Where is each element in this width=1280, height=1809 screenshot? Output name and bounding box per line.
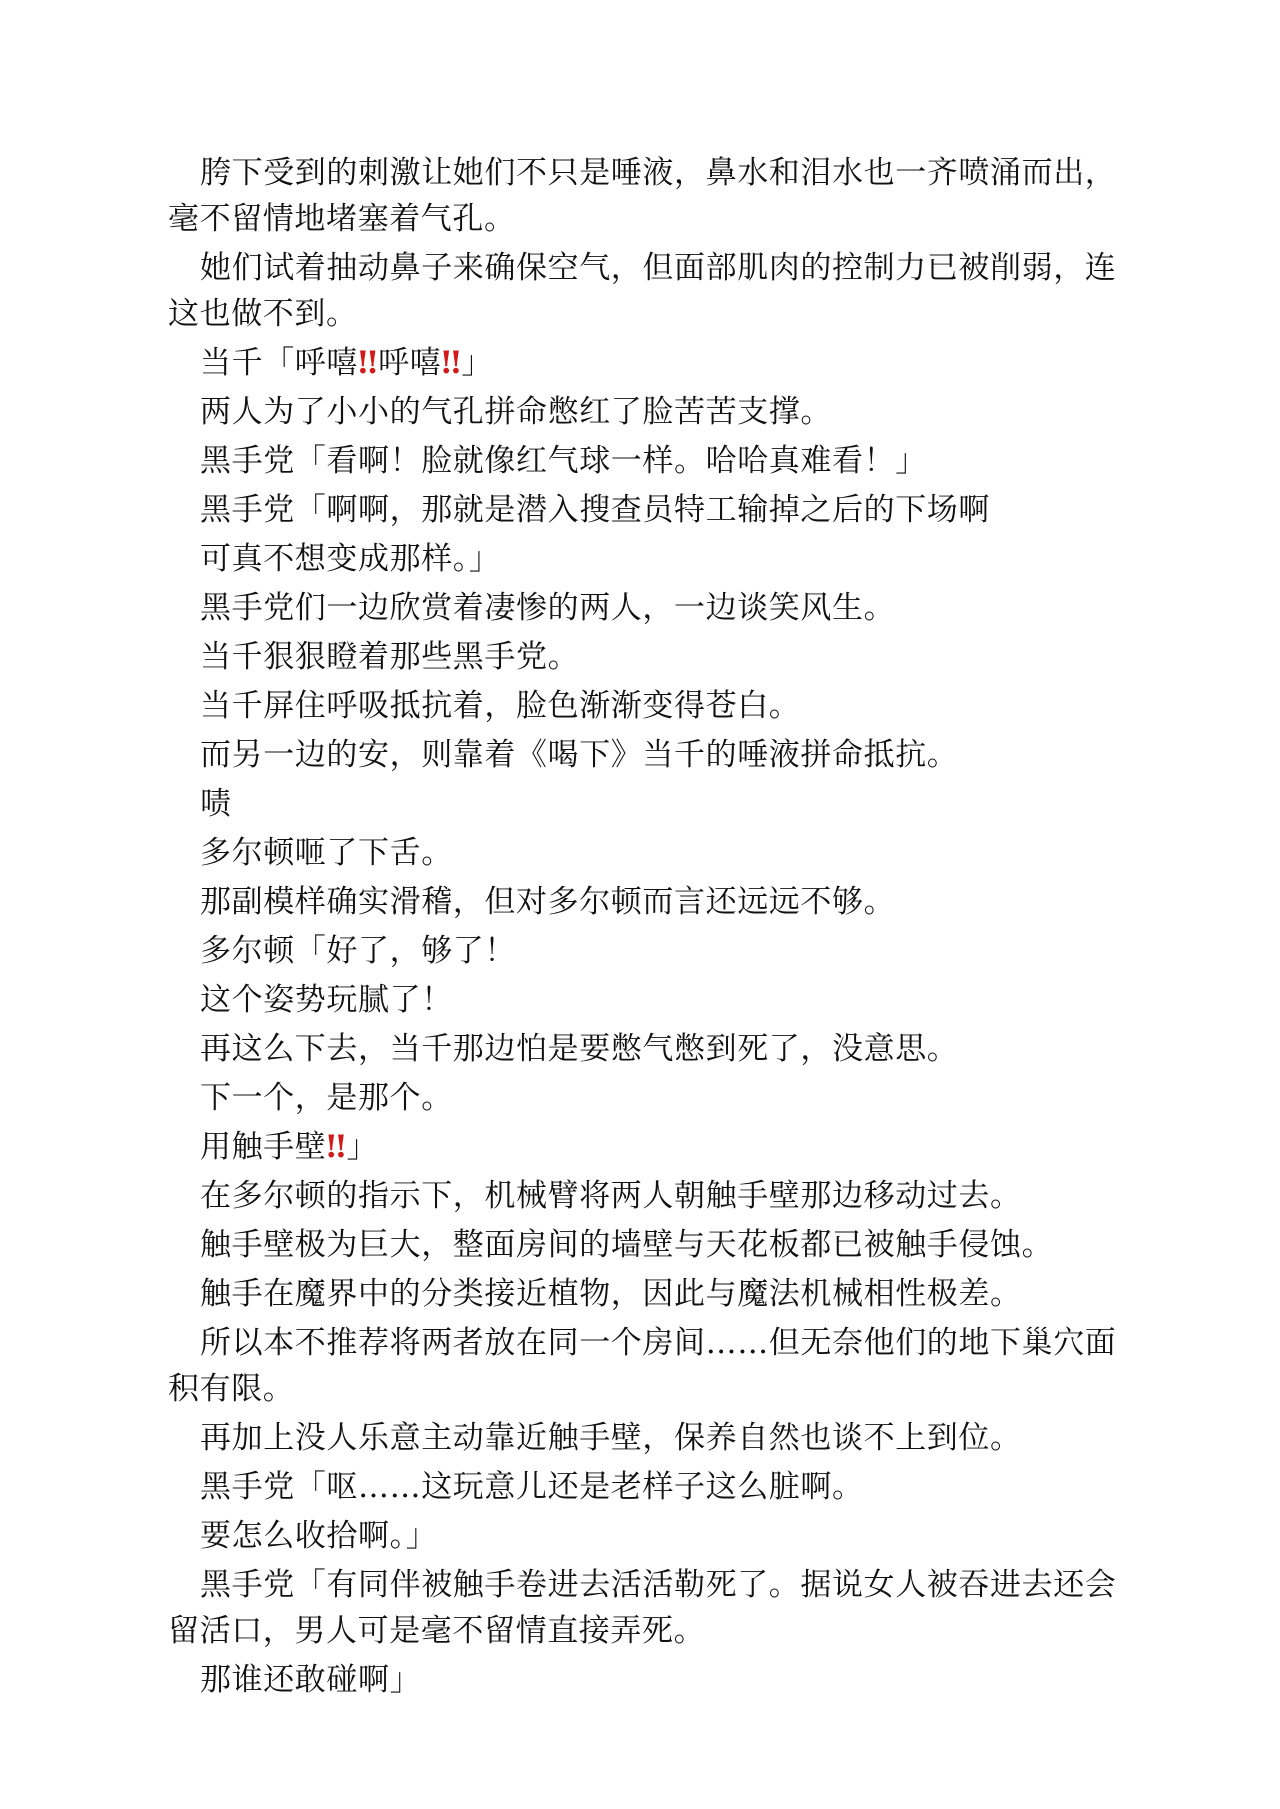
paragraph: 多尔顿「好了，够了！ (200, 933, 516, 969)
paragraph: 黑手党「啊啊，那就是潜入搜查员特工输掉之后的下场啊 (200, 492, 990, 528)
paragraph: 当千「呼嘻‼呼嘻‼」 (200, 345, 494, 381)
body-text (168, 150, 1128, 1706)
paragraph: 再加上没人乐意主动靠近触手壁，保养自然也谈不上到位。 (200, 1420, 1022, 1456)
paragraph: 当千狠狠瞪着那些黑手党。 (200, 639, 580, 675)
paragraph: 触手在魔界中的分类接近植物，因此与魔法机械相性极差。 (200, 1276, 1022, 1312)
paragraph: 黑手党「看啊！脸就像红气球一样。哈哈真难看！」 (200, 443, 927, 479)
paragraph: 可真不想变成那样。」 (200, 541, 501, 577)
paragraph: 触手壁极为巨大，整面房间的墙壁与天花板都已被触手侵蚀。 (200, 1227, 1054, 1263)
paragraph: 那谁还敢碰啊」 (200, 1662, 422, 1698)
double-exclamation-mark: ‼ (441, 345, 462, 381)
paragraph: 两人为了小小的气孔拼命憋红了脸苦苦支撑。 (200, 394, 832, 430)
paragraph: 啧 (200, 786, 232, 822)
paragraph: 在多尔顿的指示下，机械臂将两人朝触手壁那边移动过去。 (200, 1178, 1022, 1214)
paragraph: 那副模样确实滑稽，但对多尔顿而言还远远不够。 (200, 884, 896, 920)
double-exclamation-mark: ‼ (358, 345, 379, 381)
paragraph: 当千屏住呼吸抵抗着，脸色渐渐变得苍白。 (200, 688, 801, 724)
paragraph: 下一个，是那个。 (200, 1080, 453, 1116)
paragraph: 黑手党「有同伴被触手卷进去活活勒死了。据说女人被吞进去还会留活口，男人可是毫不留情直接弄死。 (168, 1567, 1117, 1649)
paragraph: 要怎么收拾啊。」 (200, 1518, 438, 1554)
paragraph: 所以本不推荐将两者放在同一个房间……但无奈他们的地下巢穴面积有限。 (168, 1325, 1117, 1407)
paragraph: 多尔顿咂了下舌。 (200, 835, 453, 871)
paragraph: 黑手党「呕……这玩意儿还是老样子这么脏啊。 (200, 1469, 864, 1505)
paragraph: 用触手壁‼」 (200, 1129, 379, 1165)
paragraph: 黑手党们一边欣赏着凄惨的两人，一边谈笑风生。 (200, 590, 896, 626)
paragraph: 她们试着抽动鼻子来确保空气，但面部肌肉的控制力已被削弱，连这也做不到。 (168, 250, 1117, 332)
paragraph: 这个姿势玩腻了！ (200, 982, 453, 1018)
double-exclamation-mark: ‼ (326, 1129, 347, 1165)
paragraph: 而另一边的安，则靠着《喝下》当千的唾液拼命抵抗。 (200, 737, 959, 773)
paragraph: 再这么下去，当千那边怕是要憋气憋到死了，没意思。 (200, 1031, 959, 1067)
paragraph: 胯下受到的刺激让她们不只是唾液，鼻水和泪水也一齐喷涌而出，毫不留情地堵塞着气孔。 (168, 155, 1117, 237)
